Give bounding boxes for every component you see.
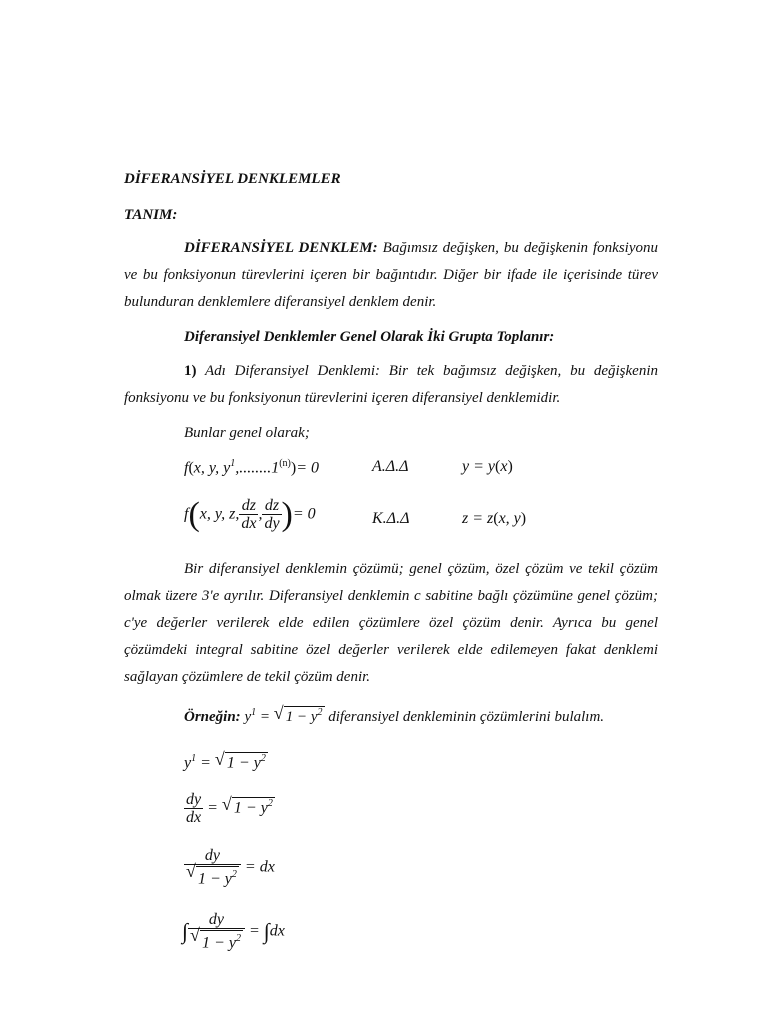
example-sqrt: √ $1 - y^2$ [273, 703, 323, 725]
definition-term: DİFERANSİYEL DENKLEM: [184, 240, 378, 256]
item1-number: 1) [184, 363, 197, 379]
equation-pde: f(x, y, z, $\frac{dz}{dx}$ , $\frac{dz}{dy}$ )= 0 [184, 496, 316, 533]
example-sup: 1 [251, 707, 257, 718]
eq-ode-sup1: 1 [230, 458, 236, 469]
eq-ode-fnarg: x [500, 458, 508, 475]
general-intro: Bunlar genel olarak; [184, 425, 310, 441]
eq-ode-dots: ,........1 [235, 459, 280, 477]
eq-pde-frac1: $\frac{dz}{dx}$ [241, 497, 257, 532]
equation-ode-function: y = y(x) [462, 458, 513, 475]
eq-pde-frac2: $\frac{dz}{dy}$ [264, 497, 280, 532]
definition-paragraph [124, 235, 658, 316]
example-tail: diferansiyel denkleminin çözümlerini bulalım. [324, 709, 605, 725]
groups-heading: Diferansiyel Denklemler Genel Olarak İki Grupta Toplanır: [184, 329, 555, 345]
eq-ode-supn: (n) [279, 458, 291, 469]
equation-ode: f(x, y, $y^1,........1^{(n)})= 0$ [184, 458, 319, 477]
step-1: $y^1$ = √ $1 - y^2$ [184, 749, 266, 772]
eq-pde-f: f [184, 505, 189, 523]
definition-text: Bağımsız değişken, bu değişkenin fonksiyonu ve bu fonksiyonun türevlerini içeren bir bağıntıdır. Diğer bir ifade ile içerisinde türev bulunduran denklemlere diferansiyel denklem denir. [124, 240, 658, 310]
step-1-sqrt: √ $1 - y^2$ [214, 749, 266, 772]
example-line [184, 703, 605, 726]
eq-ode-args: x, y, y [193, 459, 231, 477]
page-title: DİFERANSİYEL DENKLEMLER [124, 171, 341, 187]
eq-pde-rhs: = 0 [292, 505, 316, 523]
example-label: Örneğin: [184, 709, 241, 725]
item1-text: Adı Diferansiyel Denklemi: Bir tek bağımsız değişken, bu değişkenin fonksiyonu ve bu fonksiyonun türevlerini içeren diferansiyel denklemidir. [124, 363, 658, 406]
eq-pde-args: x, y, z, [199, 505, 240, 523]
eq-pde-fn: z = z [462, 510, 494, 527]
example-eq: = [256, 709, 274, 725]
equation-pde-label: K.Δ.Δ [372, 510, 410, 527]
step-3: dy √ $1 - y^2$ = dx [186, 847, 275, 888]
eq-pde-fnarg: x, y [498, 510, 521, 527]
step-2: $\frac{dy}{dx}$ = √ $1 - y^2$ [186, 791, 273, 826]
item1-paragraph [124, 358, 658, 412]
equation-pde-function: z = z(x, y) [462, 510, 527, 527]
step-4-frac: dy √ $1 - y^2$ [188, 912, 245, 951]
step-2-sqrt: √ $1 - y^2$ [221, 794, 273, 817]
definition-heading: TANIM: [124, 207, 178, 223]
equation-ode-label: A.Δ.Δ [372, 458, 409, 475]
step-3-frac: dy √ $1 - y^2$ [184, 848, 241, 887]
solution-paragraph: Bir diferansiyel denklemin çözümü; genel çözüm, özel çözüm ve tekil çözüm olmak üzere 3'e ayrılır. Diferansiyel denklemin c sabitine bağlı çözümüne genel çözüm; c'ye değerler verilerek elde edilen çözümlere özel çözüm denir. Ayrıca bu genel çözümdeki integral sabitine özel değerler verilerek elde edilemeyen fakat denklemi sağlayan çözümlere de tekil çözüm denir. [124, 561, 658, 685]
eq-ode-fn: y = y [462, 458, 495, 475]
step-4: ∫ dy √ $1 - y^2$ = ∫dx [182, 911, 285, 952]
eq-ode-f: f [184, 459, 189, 477]
example-lhs: y [244, 709, 252, 725]
eq-ode-rhs: = 0 [296, 459, 319, 477]
step-2-frac: $\frac{dy}{dx}$ [186, 791, 202, 826]
